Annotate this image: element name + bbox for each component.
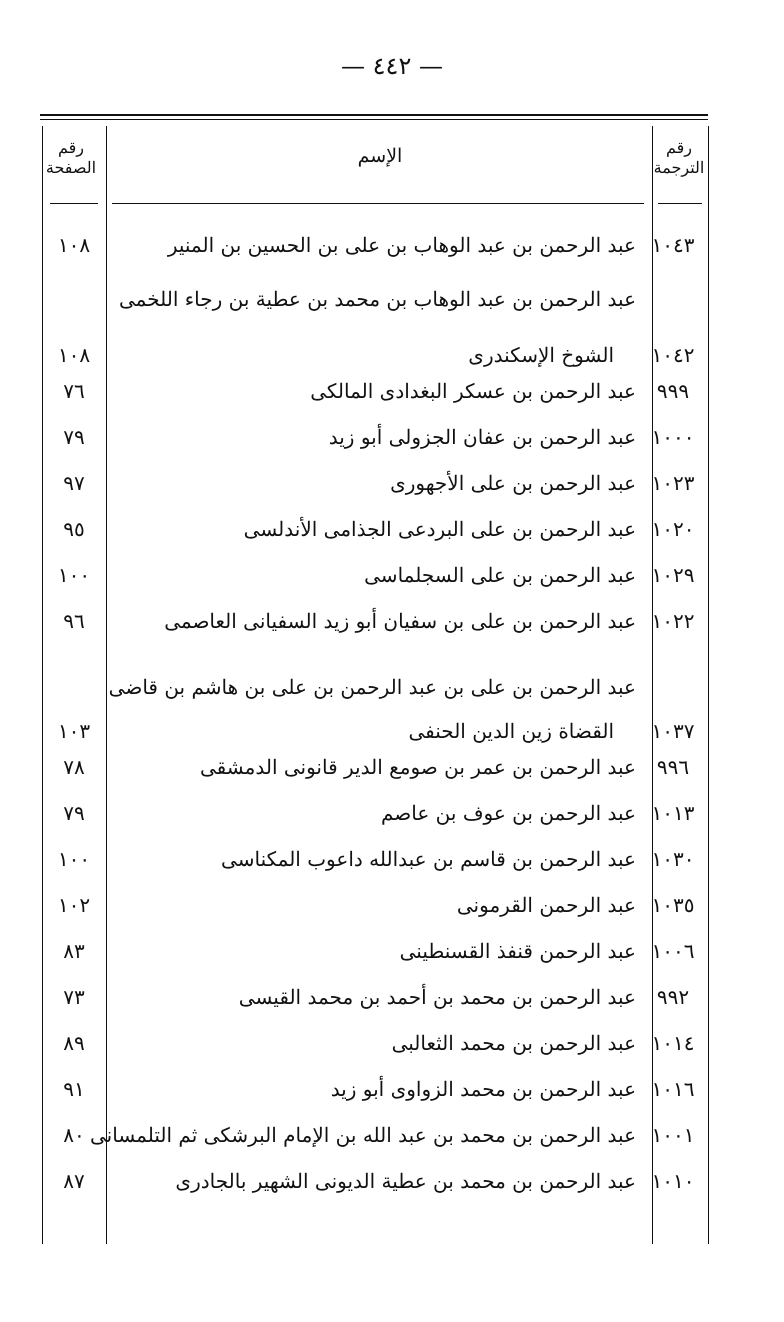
table-top-rule-thin [40, 119, 708, 120]
page-reference: ٨٣ [63, 939, 85, 963]
translation-number: ١٠٢٢ [651, 609, 695, 633]
translation-number: ١٠١٤ [651, 1031, 695, 1055]
table-row [40, 844, 708, 890]
page-reference: ٩١ [63, 1077, 85, 1101]
translation-number: ١٠٣٠ [651, 847, 695, 871]
entry-name [106, 1166, 636, 1196]
entry-name [106, 376, 636, 406]
header-translation-number: رقم الترجمة [653, 138, 705, 177]
entry-name [106, 890, 636, 920]
page-number: — ٤٤٢ — [341, 52, 443, 80]
translation-number: ١٠٢٣ [651, 471, 695, 495]
entry-name [106, 672, 636, 746]
page-reference: ٨٧ [63, 1169, 85, 1193]
entry-name-line: عبد الرحمن بن عوف بن عاصم [381, 801, 636, 825]
header-page-number: رقم الصفحة [45, 138, 97, 177]
table-row [40, 606, 708, 652]
translation-number: ١٠١٣ [651, 801, 695, 825]
entry-name-line: عبد الرحمن بن عبد الوهاب بن على بن الحسين بن المنير [167, 233, 636, 257]
entry-name-line: عبد الرحمن بن على بن عبد الرحمن بن على بن هاشم بن قاضى [108, 675, 636, 699]
entry-name-line: عبد الرحمن بن محمد بن أحمد بن محمد القيسى [238, 985, 636, 1009]
page-reference: ١٠٠ [57, 847, 91, 871]
table-row [40, 1028, 708, 1074]
page-reference: ١٠٣ [57, 719, 91, 743]
translation-number: ٩٩٢ [656, 985, 690, 1009]
entry-name [106, 468, 636, 498]
header-name: الإسم [357, 145, 403, 167]
table-row [40, 560, 708, 606]
table-row [40, 514, 708, 560]
translation-number: ١٠٢٠ [651, 517, 695, 541]
page-reference: ٧٣ [63, 985, 85, 1009]
page-reference: ٩٧ [63, 471, 85, 495]
header-underline-name [112, 203, 644, 204]
page-reference: ٧٦ [63, 379, 85, 403]
page-reference: ١٠٢ [57, 893, 91, 917]
entry-name [106, 752, 636, 782]
table-row [40, 890, 708, 936]
table-row [40, 1120, 708, 1166]
table-row [40, 422, 708, 468]
entry-name-line: عبد الرحمن بن على الأجهورى [390, 471, 636, 495]
entry-name [106, 1028, 636, 1058]
header-underline-page [50, 203, 98, 204]
entry-name-line: عبد الرحمن بن على بن سفيان أبو زيد السفيانى العاصمى [164, 609, 636, 633]
entry-name-line: عبد الرحمن بن محمد الثعالبى [391, 1031, 636, 1055]
table-row [40, 284, 708, 374]
entry-name [106, 514, 636, 544]
entry-name-continuation: القضاة زين الدين الحنفى [408, 719, 614, 743]
entry-name-line: عبد الرحمن بن عسكر البغدادى المالكى [310, 379, 636, 403]
entry-name-line: عبد الرحمن بن على البردعى الجذامى الأندلسى [243, 517, 636, 541]
entry-name [106, 936, 636, 966]
entry-name [106, 422, 636, 452]
page-reference: ١٠٨ [57, 343, 91, 367]
entry-name-line: عبد الرحمن بن محمد بن عبد الله بن الإمام البرشكى ثم التلمسانى [89, 1123, 636, 1147]
table-row [40, 672, 708, 750]
translation-number: ١٠٣٧ [651, 719, 695, 743]
translation-number: ٩٩٩ [656, 379, 690, 403]
entry-name [106, 560, 636, 590]
page-reference: ١٠٠ [57, 563, 91, 587]
translation-number: ١٠١٦ [651, 1077, 695, 1101]
table-row [40, 468, 708, 514]
entry-name-line: عبد الرحمن بن محمد بن عطية الديونى الشهير بالجادرى [175, 1169, 636, 1193]
entry-name-line: عبد الرحمن قنفذ القسنطينى [399, 939, 636, 963]
page-reference: ٧٩ [63, 801, 85, 825]
translation-number: ١٠٤٣ [651, 233, 695, 257]
entry-name-line: عبد الرحمن بن عبد الوهاب بن محمد بن عطية بن رجاء اللخمى [118, 287, 636, 311]
translation-number: ١٠٤٢ [651, 343, 695, 367]
entry-name [106, 1074, 636, 1104]
translation-number: ١٠٠٦ [651, 939, 695, 963]
page-reference: ١٠٨ [57, 233, 91, 257]
header-underline-number [658, 203, 702, 204]
entry-name [106, 798, 636, 828]
table-right-border [708, 126, 709, 1244]
entry-name-line: عبد الرحمن بن عفان الجزولى أبو زيد [328, 425, 636, 449]
page-reference: ٧٨ [63, 755, 85, 779]
page-reference: ٧٩ [63, 425, 85, 449]
entry-name-line: عبد الرحمن بن محمد الزواوى أبو زيد [330, 1077, 636, 1101]
translation-number: ١٠٣٥ [651, 893, 695, 917]
entry-name-continuation: الشوخ الإسكندرى [468, 343, 614, 367]
page-reference: ٩٥ [63, 517, 85, 541]
table-row [40, 936, 708, 982]
entry-name [106, 844, 636, 874]
table-row [40, 230, 708, 276]
table-row [40, 376, 708, 422]
page-reference: ٨٩ [63, 1031, 85, 1055]
translation-number: ٩٩٦ [656, 755, 690, 779]
table-row [40, 798, 708, 844]
translation-number: ١٠١٠ [651, 1169, 695, 1193]
table-row [40, 1166, 708, 1212]
entry-name-line: عبد الرحمن القرمونى [456, 893, 636, 917]
table-row [40, 982, 708, 1028]
translation-number: ١٠٠١ [651, 1123, 695, 1147]
page-reference: ٨٠ [63, 1123, 85, 1147]
entry-name-line: عبد الرحمن بن قاسم بن عبدالله داعوب المكناسى [221, 847, 636, 871]
entry-name [89, 1120, 636, 1150]
table-row [40, 1074, 708, 1120]
entry-name [106, 230, 636, 260]
entry-name [106, 284, 636, 370]
translation-number: ١٠٠٠ [651, 425, 695, 449]
table-top-rule [40, 114, 708, 116]
entry-name [106, 982, 636, 1012]
page-reference: ٩٦ [63, 609, 85, 633]
entry-name-line: عبد الرحمن بن على السجلماسى [364, 563, 636, 587]
translation-number: ١٠٢٩ [651, 563, 695, 587]
entry-name [106, 606, 636, 636]
entry-name-line: عبد الرحمن بن عمر بن صومع الدير قانونى الدمشقى [200, 755, 636, 779]
table-row [40, 752, 708, 798]
